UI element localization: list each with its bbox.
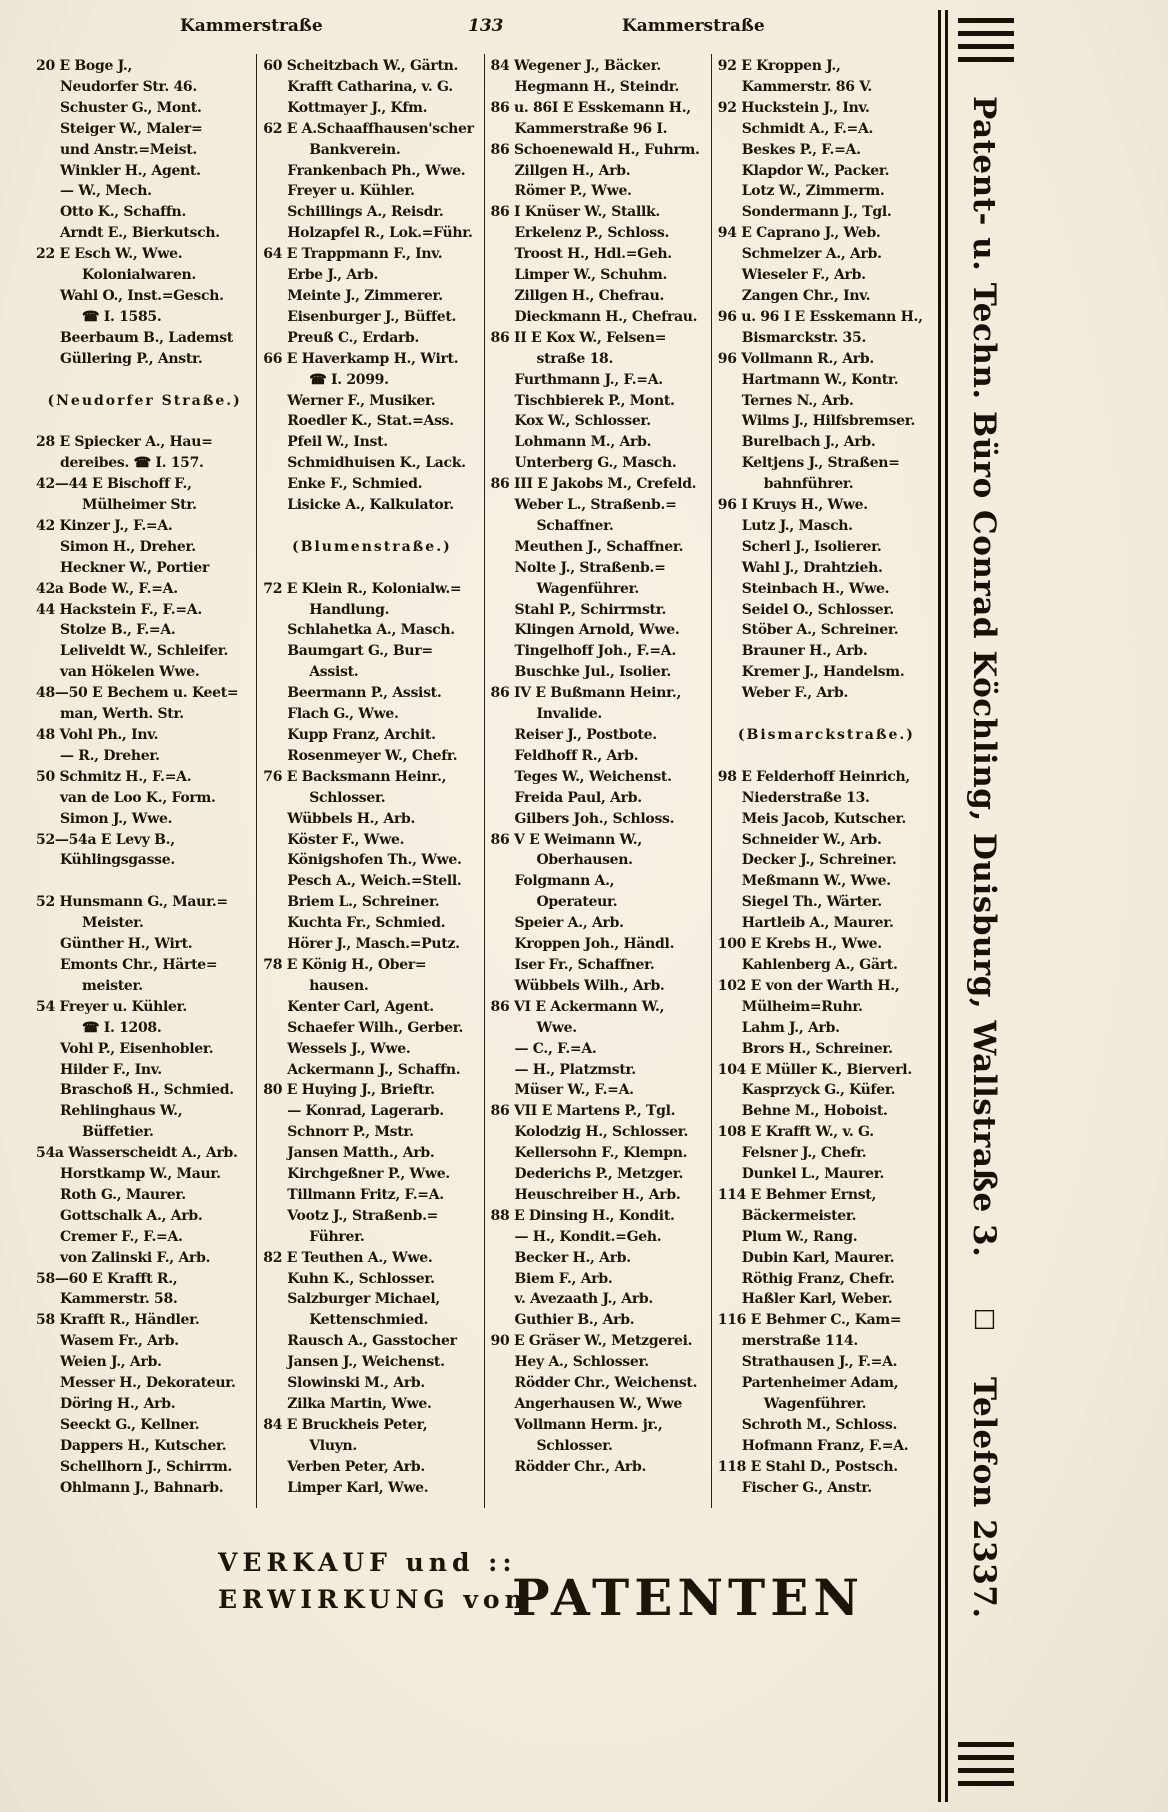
header-street-right: Kammerstraße	[622, 16, 765, 36]
directory-line: Salzburger Michael,	[287, 1291, 440, 1308]
directory-line: Brors H., Schreiner.	[741, 1040, 893, 1057]
directory-line: Furthmann J., F.=A.	[514, 371, 663, 388]
directory-line	[718, 746, 935, 767]
directory-line: Nolte J., Straßenb.=	[514, 559, 666, 576]
street-section-heading: (Blumenstraße.)	[292, 538, 452, 555]
directory-line: Dunkel L., Maurer.	[741, 1166, 885, 1183]
square-separator-icon: □	[970, 1302, 999, 1333]
directory-line: Zillgen H., Arb.	[514, 162, 631, 179]
directory-line: Vluyn.	[309, 1437, 357, 1454]
directory-line: Kellersohn F., Klempn.	[514, 1145, 688, 1162]
directory-line: 84 Wegener J., Bäcker.	[490, 58, 661, 74]
sidebar-advert-text	[966, 96, 1002, 1676]
directory-line: 92 E Kroppen J.,	[717, 58, 841, 74]
directory-line: ☎ I. 2099.	[309, 371, 389, 388]
directory-line: 86 u. 86I E Esskemann H.,	[490, 99, 691, 116]
directory-line: Lutz J., Masch.	[741, 517, 853, 534]
directory-line: Schlosser.	[536, 1437, 613, 1454]
directory-line: Oberhausen.	[536, 852, 633, 869]
directory-line: 52 Hunsmann G., Maur.=	[36, 894, 228, 911]
header-street-left: Kammerstraße	[180, 16, 323, 36]
directory-line: Rehlinghaus W.,	[60, 1103, 183, 1120]
directory-line: 20 E Boge J.,	[36, 58, 133, 74]
directory-line: Assist.	[309, 664, 359, 681]
directory-line: Erbe J., Arb.	[287, 267, 379, 284]
directory-line: — R., Dreher.	[60, 747, 160, 764]
directory-line: Enke F., Schmied.	[287, 476, 423, 493]
directory-line: 86 VII E Martens P., Tgl.	[490, 1103, 676, 1120]
directory-line: Messer H., Dekorateur.	[60, 1375, 236, 1392]
directory-line: Schroth M., Schloss.	[741, 1416, 898, 1433]
directory-line: Operateur.	[536, 894, 618, 911]
directory-line: Horstkamp W., Maur.	[60, 1166, 221, 1183]
directory-line: Kettenschmied.	[309, 1312, 429, 1329]
directory-line: 42a Bode W., F.=A.	[36, 580, 178, 597]
directory-line: Kammerstr. 86 V.	[741, 78, 872, 95]
directory-line: — Konrad, Lagerarb.	[287, 1103, 444, 1120]
directory-line: Wagenführer.	[763, 1396, 867, 1412]
directory-line: 90 E Gräser W., Metzgerei.	[490, 1333, 693, 1350]
directory-line: Vollmann Herm. jr.,	[514, 1416, 663, 1433]
page-header	[30, 12, 938, 46]
directory-line: Tingelhoff Joh., F.=A.	[514, 643, 676, 660]
directory-line: Haßler Karl, Weber.	[741, 1291, 893, 1308]
directory-line: — C., F.=A.	[514, 1040, 597, 1057]
directory-line: 42—44 E Bischoff F.,	[36, 476, 192, 493]
directory-line: Führer.	[309, 1228, 365, 1245]
directory-line: Handlung.	[309, 601, 390, 618]
directory-line: Hartmann W., Kontr.	[741, 371, 899, 388]
directory-line: Zilka Martin, Wwe.	[287, 1396, 432, 1412]
directory-line: 92 Huckstein J., Inv.	[717, 99, 870, 116]
directory-line: Flach G., Wwe.	[287, 706, 399, 723]
directory-line: Decker J., Schreiner.	[741, 852, 897, 869]
directory-line: Roedler K., Stat.=Ass.	[287, 413, 454, 430]
directory-line: Briem L., Schreiner.	[287, 894, 440, 911]
directory-line: Kammerstraße 96 I.	[514, 120, 668, 137]
directory-line: Schuster G., Mont.	[60, 99, 202, 116]
directory-line: Lotz W., Zimmerm.	[741, 183, 885, 200]
directory-column-4	[711, 54, 938, 1508]
directory-line: ☎ I. 1208.	[82, 1019, 162, 1036]
directory-line: Scherl J., Isolierer.	[741, 538, 882, 555]
directory-line: 52—54a E Levy B.,	[36, 831, 175, 848]
directory-line: 22 E Esch W., Wwe.	[36, 246, 183, 263]
directory-line: Emonts Chr., Härte=	[60, 956, 218, 973]
directory-line: 66 E Haverkamp H., Wirt.	[263, 350, 459, 367]
directory-line	[36, 871, 253, 892]
directory-line: Behne M., Hoboist.	[741, 1103, 888, 1120]
directory-line: Beermann P., Assist.	[287, 685, 442, 702]
directory-line: van Hökelen Wwe.	[60, 664, 200, 681]
directory-line: Feldhoff R., Arb.	[514, 747, 639, 764]
directory-line: 86 Schoenewald H., Fuhrm.	[490, 141, 700, 158]
directory-line: Weien J., Arb.	[60, 1354, 162, 1371]
directory-line: Mülheim=Ruhr.	[741, 998, 863, 1015]
directory-line: Römer P., Wwe.	[514, 183, 632, 200]
directory-line: hausen.	[309, 977, 369, 994]
directory-line: 80 E Huying J., Brieftr.	[263, 1082, 435, 1099]
directory-line: Krafft Catharina, v. G.	[287, 78, 453, 95]
directory-line: Unterberg G., Masch.	[514, 455, 677, 472]
directory-line: 88 E Dinsing H., Kondit.	[490, 1207, 675, 1224]
directory-line: Kenter Carl, Agent.	[287, 998, 434, 1015]
directory-line: Ohlmann J., Bahnarb.	[60, 1479, 224, 1496]
directory-line: Limper Karl, Wwe.	[287, 1479, 429, 1496]
page-number: 133	[468, 16, 504, 36]
directory-line: Kupp Franz, Archit.	[287, 727, 436, 743]
footer-advert	[60, 1536, 968, 1666]
directory-line: Troost H., Hdl.=Geh.	[514, 246, 672, 263]
directory-line: Büffetier.	[82, 1124, 154, 1141]
directory-line	[36, 370, 253, 391]
directory-main	[30, 12, 938, 1627]
directory-line: Limper W., Schuhm.	[514, 267, 668, 284]
directory-line: Klapdor W., Packer.	[741, 162, 890, 179]
directory-line: 96 Vollmann R., Arb.	[717, 350, 874, 367]
directory-line: Schlosser.	[309, 789, 386, 806]
directory-line: Felsner J., Chefr.	[741, 1145, 867, 1162]
directory-line: Sondermann J., Tgl.	[741, 204, 892, 221]
directory-line: Stolze B., F.=A.	[60, 622, 176, 639]
directory-line: 108 E Krafft W., v. G.	[717, 1124, 874, 1141]
sidebar-advert-main: Patent- u. Techn. Büro Conrad Köchling, Duisburg, Wallstraße 3.	[966, 96, 1002, 1258]
directory-line: 54 Freyer u. Kühler.	[36, 998, 187, 1015]
directory-line: 44 Hackstein F., F.=A.	[36, 601, 202, 618]
directory-line: Hofmann Franz, F.=A.	[741, 1437, 909, 1454]
directory-line: Niederstraße 13.	[741, 789, 870, 806]
directory-line: v. Avezaath J., Arb.	[514, 1291, 653, 1308]
directory-line: Vohl P., Eisenhobler.	[60, 1040, 214, 1057]
directory-line: 76 E Backsmann Heinr.,	[263, 768, 447, 785]
directory-line: Otto K., Schaffn.	[60, 204, 187, 221]
directory-line: Siegel Th., Wärter.	[741, 894, 882, 911]
directory-line: Wessels J., Wwe.	[287, 1040, 411, 1057]
directory-line: 78 E König H., Ober=	[263, 956, 427, 973]
directory-line: Kahlenberg A., Gärt.	[741, 956, 898, 973]
directory-line: Ackermann J., Schaffn.	[287, 1061, 461, 1078]
directory-line: Lisicke A., Kalkulator.	[287, 497, 454, 514]
directory-line: Guthier B., Arb.	[514, 1312, 635, 1329]
directory-line: Lohmann M., Arb.	[514, 434, 652, 451]
directory-line: 96 I Kruys H., Wwe.	[717, 497, 868, 514]
directory-line: Vootz J., Straßenb.=	[287, 1207, 439, 1224]
directory-line: von Zalinski F., Arb.	[60, 1249, 211, 1266]
directory-line: 86 IV E Bußmann Heinr.,	[490, 685, 682, 702]
directory-line: — H., Platzmstr.	[514, 1061, 636, 1078]
directory-line: Hartleib A., Maurer.	[741, 915, 894, 932]
directory-line: Kammerstr. 58.	[60, 1291, 178, 1308]
directory-line: Simon J., Wwe.	[60, 810, 173, 827]
directory-line: 42 Kinzer J., F.=A.	[36, 517, 173, 534]
directory-line: Schaffner.	[536, 517, 614, 534]
directory-line: Wübbels H., Arb.	[287, 810, 416, 827]
directory-line: Folgmann A.,	[514, 873, 615, 890]
directory-line: 58—60 E Krafft R.,	[36, 1270, 178, 1287]
directory-line: — W., Mech.	[60, 183, 152, 200]
directory-line: 84 E Bruckheis Peter,	[263, 1416, 428, 1433]
directory-line: Pfeil W., Inst.	[287, 434, 388, 451]
directory-line: Kuhn K., Schlosser.	[287, 1270, 435, 1287]
directory-line: 86 VI E Ackermann W.,	[490, 998, 665, 1015]
directory-line: Kremer J., Handelsm.	[741, 664, 905, 681]
directory-line: 48—50 E Bechem u. Keet=	[36, 685, 239, 702]
directory-line: 48 Vohl Ph., Inv.	[36, 727, 159, 743]
directory-line: Wagenführer.	[536, 580, 639, 597]
directory-line: Invalide.	[536, 706, 602, 723]
directory-line: Kirchgeßner P., Wwe.	[287, 1166, 450, 1183]
directory-line: 86 I Knüser W., Stallk.	[490, 204, 660, 221]
directory-line: Arndt E., Bierkutsch.	[60, 225, 220, 242]
directory-line: ☎ I. 1585.	[82, 308, 162, 325]
sidebar-advert-phone: Telefon 2337.	[966, 1377, 1002, 1620]
directory-line: Beskes P., F.=A.	[741, 141, 861, 158]
directory-line: Biem F., Arb.	[514, 1270, 613, 1287]
directory-line: Wasem Fr., Arb.	[60, 1333, 179, 1350]
directory-line: Kroppen Joh., Händl.	[514, 936, 675, 953]
directory-column-1	[30, 54, 256, 1508]
directory-line: Kühlingsgasse.	[60, 852, 175, 869]
directory-line: 116 E Behmer C., Kam=	[717, 1312, 902, 1329]
directory-line: 62 E A.Schaaffhausen'scher	[263, 120, 474, 137]
directory-line: Werner F., Musiker.	[287, 392, 436, 409]
directory-line: 86 V E Weimann W.,	[490, 831, 642, 848]
directory-line: Weber L., Straßenb.=	[514, 497, 677, 514]
directory-line: Keltjens J., Straßen=	[741, 455, 900, 472]
directory-line: dereibes. ☎ I. 157.	[60, 455, 204, 472]
directory-line: Müser W., F.=A.	[514, 1082, 634, 1099]
directory-line: 102 E von der Warth H.,	[717, 977, 900, 994]
directory-line: Schlahetka A., Masch.	[287, 622, 455, 639]
directory-line	[36, 411, 253, 432]
directory-line: Fischer G., Anstr.	[741, 1479, 872, 1496]
directory-line: Kasprzyck G., Küfer.	[741, 1082, 896, 1099]
directory-line: Cremer F., F.=A.	[60, 1228, 183, 1245]
street-section-heading: (Bismarckstraße.)	[737, 727, 915, 743]
directory-line: 104 E Müller K., Bierverl.	[717, 1061, 912, 1078]
directory-line: 58 Krafft R., Händler.	[36, 1312, 200, 1329]
directory-line: 82 E Teuthen A., Wwe.	[263, 1249, 433, 1266]
directory-line: Dieckmann H., Chefrau.	[514, 308, 698, 325]
directory-line: Günther H., Wirt.	[60, 936, 193, 953]
directory-line: Schmidt A., F.=A.	[741, 120, 874, 137]
directory-line: Freida Paul, Arb.	[514, 789, 642, 806]
directory-line: Speier A., Arb.	[514, 915, 624, 932]
directory-line: Meßmann W., Wwe.	[741, 873, 891, 890]
directory-line: Güllering P., Anstr.	[60, 350, 203, 367]
directory-line: Wahl O., Inst.=Gesch.	[60, 287, 224, 304]
directory-line: Rödder Chr., Arb.	[514, 1458, 647, 1475]
directory-line: Wwe.	[536, 1019, 577, 1036]
directory-line	[263, 516, 480, 537]
directory-line: Weber F., Arb.	[741, 685, 849, 702]
directory-line: 94 E Caprano J., Web.	[717, 225, 881, 242]
directory-line: Kox W., Schlosser.	[514, 413, 651, 430]
directory-column-3	[484, 54, 711, 1508]
directory-line: 86 II E Kox W., Felsen=	[490, 329, 667, 346]
directory-line: Strathausen J., F.=A.	[741, 1354, 898, 1371]
directory-line: Klingen Arnold, Wwe.	[514, 622, 680, 639]
directory-line: 114 E Behmer Ernst,	[717, 1186, 877, 1203]
directory-line: Zillgen H., Chefrau.	[514, 287, 665, 304]
directory-line: Königshofen Th., Wwe.	[287, 852, 462, 869]
directory-line: Freyer u. Kühler.	[287, 183, 415, 200]
directory-line: Meuthen J., Schaffner.	[514, 538, 684, 555]
directory-line: Eisenburger J., Büffet.	[287, 308, 457, 325]
directory-line: Simon H., Dreher.	[60, 538, 196, 555]
sidebar-double-rule	[938, 10, 948, 1802]
directory-line: Schmelzer A., Arb.	[741, 246, 882, 263]
directory-line: Pesch A., Weich.=Stell.	[287, 873, 462, 890]
directory-line: Jansen J., Weichenst.	[287, 1354, 445, 1371]
directory-line: 98 E Felderhoff Heinrich,	[717, 768, 910, 785]
directory-line: Schmidhuisen K., Lack.	[287, 455, 466, 472]
directory-line: Hey A., Schlosser.	[514, 1354, 649, 1371]
directory-line: Preuß C., Erdarb.	[287, 329, 420, 346]
directory-line: Baumgart G., Bur=	[287, 643, 433, 660]
directory-line: Wahl J., Drahtzieh.	[741, 559, 883, 576]
directory-line: Gilbers Joh., Schloss.	[514, 810, 675, 827]
directory-line: 100 E Krebs H., Wwe.	[717, 936, 882, 953]
directory-line: Lahm J., Arb.	[741, 1019, 840, 1036]
directory-line: Ternes N., Arb.	[741, 392, 854, 409]
directory-line: 50 Schmitz H., F.=A.	[36, 768, 192, 785]
directory-line: Schellhorn J., Schirrm.	[60, 1458, 233, 1475]
directory-line: — H., Kondit.=Geh.	[514, 1228, 662, 1245]
directory-line: Holzapfel R., Lok.=Führ.	[287, 225, 473, 242]
footer-advert-line2: ERWIRKUNG von	[218, 1585, 528, 1614]
directory-line: Tillmann Fritz, F.=A.	[287, 1186, 444, 1203]
directory-column-2	[256, 54, 483, 1508]
directory-line: Wübbels Wilh., Arb.	[514, 977, 665, 994]
directory-line: Beerbaum B., Lademst	[60, 329, 233, 346]
directory-line: Angerhausen W., Wwe	[514, 1396, 683, 1412]
decorative-bars-top-icon	[958, 18, 1014, 70]
directory-line: Mülheimer Str.	[82, 497, 197, 514]
directory-line: 86 III E Jakobs M., Crefeld.	[490, 476, 697, 493]
directory-line: man, Werth. Str.	[60, 706, 184, 723]
directory-line: Kuchta Fr., Schmied.	[287, 915, 446, 932]
footer-advert-patenten: PATENTEN	[512, 1568, 865, 1627]
directory-line: Kottmayer J., Kfm.	[287, 99, 428, 116]
directory-line: Hörer J., Masch.=Putz.	[287, 936, 460, 953]
directory-line: Bankverein.	[309, 141, 401, 158]
directory-line: Schillings A., Reisdr.	[287, 204, 444, 221]
footer-advert-line1: VERKAUF und ::	[218, 1548, 517, 1577]
directory-line: 72 E Klein R., Kolonialw.=	[263, 580, 462, 597]
directory-line: Seidel O., Schlosser.	[741, 601, 894, 618]
directory-line: Schneider W., Arb.	[741, 831, 882, 848]
directory-line: Gottschalk A., Arb.	[60, 1207, 203, 1224]
directory-line	[718, 704, 935, 725]
directory-line: meister.	[82, 977, 143, 994]
directory-line: Tischbierek P., Mont.	[514, 392, 675, 409]
footer-advert-left	[218, 1544, 528, 1618]
directory-line: Buschke Jul., Isolier.	[514, 664, 671, 681]
directory-line: Braschoß H., Schmied.	[60, 1082, 234, 1099]
directory-line: Steinbach H., Wwe.	[741, 580, 890, 597]
directory-line: Leliveldt W., Schleifer.	[60, 643, 229, 660]
directory-line: Stöber A., Schreiner.	[741, 622, 899, 639]
directory-line: straße 18.	[536, 350, 614, 367]
directory-line: 28 E Spiecker A., Hau=	[36, 434, 213, 451]
directory-line: Rödder Chr., Weichenst.	[514, 1375, 698, 1392]
directory-line: Döring H., Arb.	[60, 1396, 176, 1412]
directory-line: Erkelenz P., Schloss.	[514, 225, 670, 242]
directory-line: Reiser J., Postbote.	[514, 727, 657, 743]
directory-line: 60 Scheitzbach W., Gärtn.	[263, 58, 459, 74]
directory-line: merstraße 114.	[741, 1333, 858, 1350]
directory-line: Kolonialwaren.	[82, 267, 197, 284]
directory-line: Hegmann H., Steindr.	[514, 78, 680, 95]
directory-line: 118 E Stahl D., Postsch.	[717, 1458, 898, 1475]
directory-line: Meister.	[82, 915, 144, 932]
directory-line: und Anstr.=Meist.	[60, 141, 197, 158]
directory-line: Rausch A., Gasstocher	[287, 1333, 457, 1350]
directory-line: Teges W., Weichenst.	[514, 768, 672, 785]
directory-line: 54a Wasserscheidt A., Arb.	[36, 1145, 238, 1162]
directory-line: Bäckermeister.	[741, 1207, 857, 1224]
directory-line: bahnführer.	[763, 476, 854, 493]
directory-line: Plum W., Rang.	[741, 1228, 858, 1245]
directory-line: Hilder F., Inv.	[60, 1061, 162, 1078]
directory-line: 96 u. 96 I E Esskemann H.,	[717, 308, 923, 325]
directory-line: Steiger W., Maler=	[60, 120, 203, 137]
decorative-bars-bottom-icon	[958, 1742, 1014, 1794]
directory-columns	[30, 54, 938, 1508]
directory-line: Frankenbach Ph., Wwe.	[287, 162, 466, 179]
directory-line: Winkler H., Agent.	[60, 162, 201, 179]
directory-line: Schnorr P., Mstr.	[287, 1124, 414, 1141]
directory-line: Burelbach J., Arb.	[741, 434, 876, 451]
directory-line: Heuschreiber H., Arb.	[514, 1186, 681, 1203]
directory-line: Heckner W., Portier	[60, 559, 210, 576]
directory-line: Zangen Chr., Inv.	[741, 287, 871, 304]
directory-line: Slowinski M., Arb.	[287, 1375, 425, 1392]
directory-line: Meis Jacob, Kutscher.	[741, 810, 906, 827]
sidebar-advert	[938, 10, 1168, 1802]
directory-line: van de Loo K., Form.	[60, 789, 216, 806]
directory-line: Kolodzig H., Schlosser.	[514, 1124, 689, 1141]
directory-line: Wieseler F., Arb.	[741, 267, 866, 284]
directory-line: Dappers H., Kutscher.	[60, 1437, 227, 1454]
directory-line: Wilms J., Hilfsbremser.	[741, 413, 916, 430]
directory-line: Schaefer Wilh., Gerber.	[287, 1019, 464, 1036]
directory-line: Röthig Franz, Chefr.	[741, 1270, 895, 1287]
directory-line: Seeckt G., Kellner.	[60, 1416, 200, 1433]
directory-line: Roth G., Maurer.	[60, 1186, 186, 1203]
directory-line: Meinte J., Zimmerer.	[287, 287, 443, 304]
directory-line: Becker H., Arb.	[514, 1249, 631, 1266]
directory-line: Dubin Karl, Maurer.	[741, 1249, 895, 1266]
directory-line: Brauner H., Arb.	[741, 643, 868, 660]
directory-line: Rosenmeyer W., Chefr.	[287, 747, 458, 764]
street-section-heading: (Neudorfer Straße.)	[47, 392, 242, 409]
directory-line: Köster F., Wwe.	[287, 831, 405, 848]
directory-line: Iser Fr., Schaffner.	[514, 956, 655, 973]
directory-line: Neudorfer Str. 46.	[60, 78, 197, 95]
directory-line: Partenheimer Adam,	[741, 1375, 899, 1392]
directory-line: Jansen Matth., Arb.	[287, 1145, 435, 1162]
directory-line: 64 E Trappmann F., Inv.	[263, 246, 443, 263]
directory-line: Stahl P., Schirrmstr.	[514, 601, 667, 618]
directory-line: Bismarckstr. 35.	[741, 329, 867, 346]
directory-line: Verben Peter, Arb.	[287, 1458, 425, 1475]
directory-line: Dederichs P., Metzger.	[514, 1166, 684, 1183]
directory-line	[263, 558, 480, 579]
